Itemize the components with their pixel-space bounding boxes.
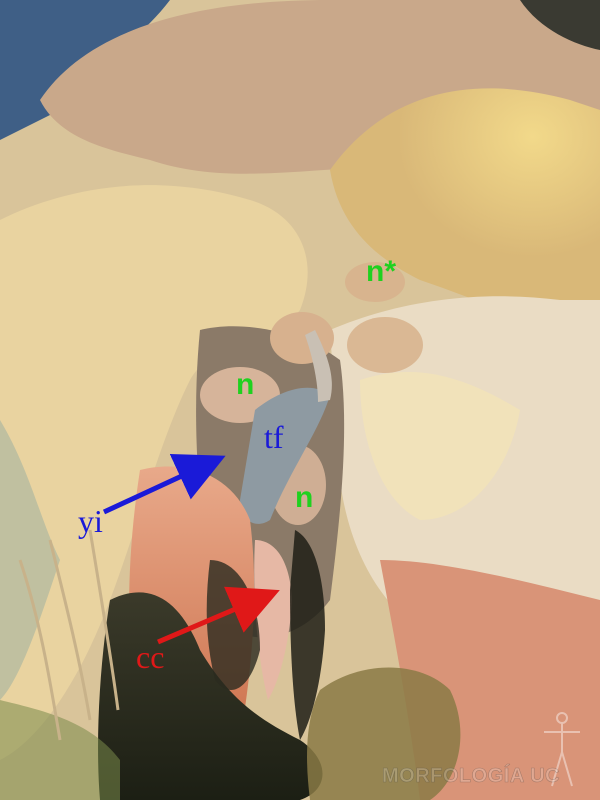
label-yi: yi: [78, 503, 103, 539]
label-n-star: n*: [366, 255, 396, 288]
watermark-text: MORFOLOGÍA UC: [382, 765, 560, 787]
label-n-upper: n: [236, 368, 255, 401]
label-tf: tf: [264, 419, 284, 455]
label-n-lower: n: [295, 481, 314, 514]
label-cc: cc: [136, 639, 165, 675]
blue-arrow: [104, 462, 212, 512]
red-arrow: [158, 596, 266, 642]
